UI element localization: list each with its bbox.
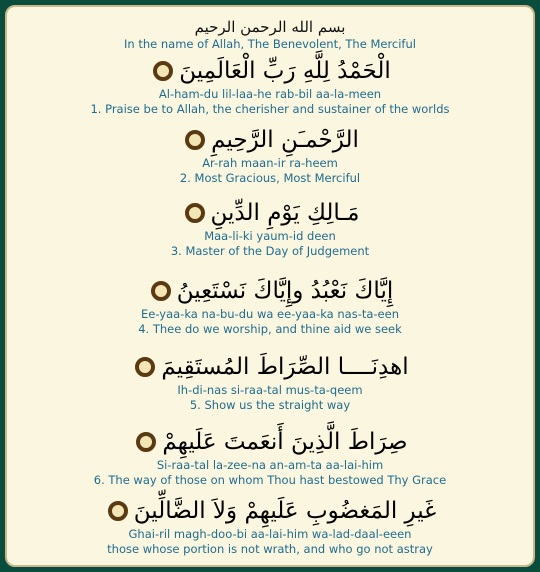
verse-marker-icon xyxy=(136,432,156,452)
verse-marker-icon xyxy=(135,357,155,377)
verse-translation: 2. Most Gracious, Most Merciful xyxy=(179,171,361,185)
verse-transliteration: Ar-rah maan-ir ra-heem xyxy=(202,156,338,170)
verse-translation: 1. Praise be to Allah, the cherisher and sustainer of the worlds xyxy=(90,102,450,116)
verse-transliteration: Ih-di-nas si-raa-tal mus-ta-qeem xyxy=(177,383,363,397)
verse-7 xyxy=(7,495,533,557)
verse-transliteration: Ee-yaa-ka na-bu-du wa ee-yaa-ka nas-ta-een xyxy=(140,307,399,321)
verse-arabic: اهدِنَــــا الصِّرَاطَ المُستَقِيمَ xyxy=(161,354,409,380)
verse-translation: 6. The way of those on whom Thou hast bestowed Thy Grace xyxy=(93,473,447,487)
verse-arabic: صِرَاطَ الَّذِينَ أَنعَمتَ عَلَيهِمْ xyxy=(162,429,408,455)
verse-marker-icon xyxy=(153,61,173,81)
verse-marker-icon xyxy=(151,281,171,301)
verse-transliteration: Al-ham-du lil-laa-he rab-bil aa-la-meen xyxy=(158,87,382,101)
verse-3 xyxy=(7,197,533,259)
verse-translation: 4. Thee do we worship, and thine aid we seek xyxy=(138,322,402,336)
verse-transliteration: Ghai-ril magh-doo-bi aa-lai-him wa-lad-daal-eeen xyxy=(128,527,412,541)
verse-translation: 3. Master of the Day of Judgement xyxy=(170,244,370,258)
verse-arabic: الرَّحْمـَنِ الرَّحِيمِ xyxy=(211,127,359,153)
verse-6 xyxy=(7,426,533,488)
verse-marker-icon xyxy=(185,130,205,150)
bismillah-translation: In the name of Allah, The Benevolent, The Merciful xyxy=(124,37,416,51)
verse-transliteration: Maa-li-ki yaum-id deen xyxy=(204,229,336,243)
surah-header xyxy=(7,17,533,51)
verse-arabic: مَـالِكِ يَوْمِ الدِّينِ xyxy=(210,200,360,226)
verse-5 xyxy=(7,351,533,413)
verse-arabic: إِيَّاكَ نَعْبُدُ وإِيَّاكَ نَسْتَعِينُ xyxy=(176,278,394,304)
verse-marker-icon xyxy=(108,501,128,521)
content-panel xyxy=(5,5,535,567)
verse-transliteration: Si-raa-tal la-zee-na an-am-ta aa-lai-him xyxy=(156,458,384,472)
verse-2 xyxy=(7,124,533,186)
verse-4 xyxy=(7,275,533,337)
verse-1 xyxy=(7,55,533,117)
verse-arabic: غَيرِ المَغضُوبِ عَلَيهِمْ وَلاَ الضَّالِّينَ xyxy=(133,498,437,524)
verse-marker-icon xyxy=(185,203,205,223)
verse-translation: those whose portion is not wrath, and who go not astray xyxy=(107,542,433,556)
bismillah-calligraphy: بسم الله الرحمن الرحيم xyxy=(194,18,346,36)
verse-translation: 5. Show us the straight way xyxy=(189,398,351,412)
verse-arabic: الْحَمْدُ لِلَّهِ رَبِّ الْعَالَمِينَ xyxy=(179,58,391,84)
